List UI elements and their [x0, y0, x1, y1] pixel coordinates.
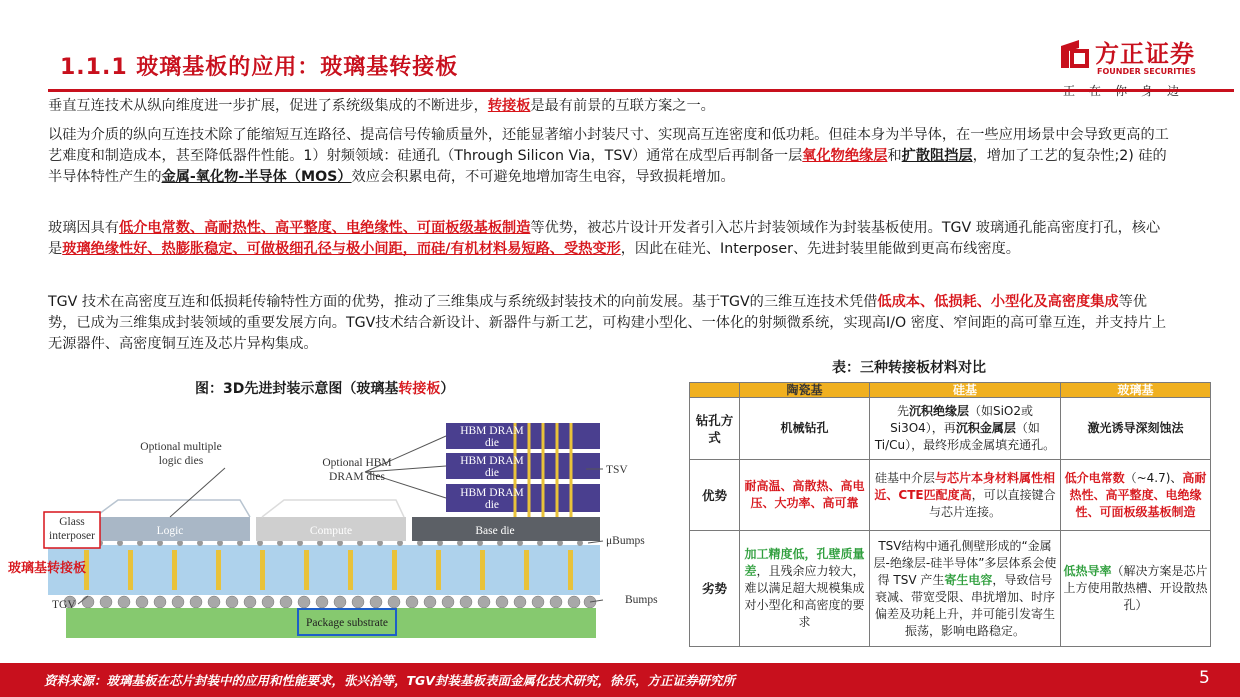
row-label-drilling: 钻孔方式 [690, 398, 740, 460]
optional-compute-outline [262, 500, 404, 517]
footer-bar [0, 663, 1240, 697]
cell-glass-drilling: 激光诱导深刻蚀法 [1061, 398, 1211, 460]
label-optional-logic: Optional multiple logic dies [140, 441, 222, 467]
paragraph-intro: 垂直互连技术从纵向维度进一步扩展，促进了系统级集成的不断进步，转接板是最有前景的互联方案之一。 [48, 98, 715, 114]
table-header-silicon: 硅基 [870, 383, 1061, 398]
footer-source: 资料来源：玻璃基板在芯片封装中的应用和性能要求，张兴治等，TGV封装基板表面金属化技术研究，徐乐，方正证券研究所 [44, 673, 735, 688]
label-compute: Compute [309, 525, 353, 537]
row-label-disadvantage: 劣势 [690, 531, 740, 647]
label-package-substrate: Package substrate [305, 617, 389, 629]
page-number: 5 [1199, 668, 1210, 688]
brand-name-en: FOUNDER SECURITIES [1097, 67, 1196, 76]
cell-ceramic-advantage: 耐高温、高散热、高电压、大功率、高可靠 [740, 460, 870, 531]
row-label-advantage: 优势 [690, 460, 740, 531]
cell-glass-disadvantage: 低热导率（解决方案是芯片上方使用散热槽、开设散热孔） [1061, 531, 1211, 647]
label-hbm-2: HBM DRAM die [460, 455, 524, 479]
label-glass-interposer-cn: 玻璃基转接板 [8, 561, 87, 576]
cell-glass-advantage: 低介电常数（~4.7)、高耐热性、高平整度、电绝缘性、可面板级基板制造 [1061, 460, 1211, 531]
table-row [690, 398, 1211, 460]
cell-silicon-drilling: 先沉积绝缘层（如SiO2或Si3O4），再沉积金属层（如Ti/Cu），最终形成金属填充通孔。 [870, 398, 1061, 460]
table-row [690, 531, 1211, 647]
label-optional-hbm: Optional HBM DRAM dies [322, 457, 392, 483]
label-hbm-1: HBM DRAM die [460, 425, 524, 449]
label-logic: Logic [156, 525, 184, 537]
label-ubumps: μBumps [606, 535, 645, 547]
solder-bumps [64, 596, 596, 608]
label-base-die: Base die [475, 525, 515, 537]
figure-title: 图：3D先进封装示意图（玻璃基转接板） [195, 381, 455, 397]
paragraph-glass: 玻璃因具有低介电常数、高耐热性、高平整度、电绝缘性、可面板级基板制造等优势，被芯片设计开发者引入芯片封装领域作为封装基板使用。TGV 玻璃通孔能高密度打孔，核心是玻璃绝缘性好、热膨胀稳定、可做极细孔径与极小间距，而硅/有机材料易短路、受热变形，因此在硅光、Interposer、先进封装里能做到更高布线密度。 [48, 220, 1161, 257]
founder-logo-icon [1057, 36, 1093, 72]
comparison-table [689, 382, 1211, 647]
page-title: 1.1.1 玻璃基板的应用：玻璃基转接板 [60, 55, 459, 80]
table-header-ceramic: 陶瓷基 [740, 383, 870, 398]
label-tgv: TGV [52, 599, 76, 611]
cell-ceramic-disadvantage: 加工精度低，孔壁质量差，且残余应力较大，难以满足超大规模集成对小型化和高密度的要求 [740, 531, 870, 647]
label-bumps: Bumps [625, 594, 658, 606]
table-row [690, 460, 1211, 531]
paragraph-tgv: TGV 技术在高密度互连和低损耗传输特性方面的优势，推动了三维集成与系统级封装技术的向前发展。基于TGV的三维互连技术凭借低成本、低损耗、小型化及高密度集成等优势，已成为三维集成封装领域的重要发展方向。TGV技术结合新设计、新器件与新工艺，可构建小型化、一体化的射频微系统，实现高I/O 密度、窄间距的高可靠互连，并支持片上无源器件、高密度铜互连及芯片异构集成。 [48, 294, 1167, 352]
paragraph-silicon: 以硅为介质的纵向互连技术除了能缩短互连路径、提高信号传输质量外，还能显著缩小封装尺寸、实现高互连密度和低功耗。但硅本身为半导体，在一些应用场景中会导致更高的工艺难度和制造成本，甚至降低器件性能。1）射频领域：硅通孔（Through Silicon Via，TSV）通常在成型后再制备一层氧化物绝缘层和扩散阻挡层，增加了工艺的复杂性;2) 硅的半导体特性产生的金属-氧化物-半导体（MOS）效应会积累电荷，不可避免地增加寄生电容，导致损耗增加。 [48, 127, 1169, 185]
table-header-row [690, 383, 1211, 398]
label-hbm-3: HBM DRAM die [460, 487, 524, 511]
cell-silicon-advantage: 硅基中介层与芯片本身材料属性相近、CTE匹配度高，可以直接键合与芯片连接。 [870, 460, 1061, 531]
label-tsv: TSV [606, 464, 628, 476]
brand-name-cn: 方正证券 [1095, 40, 1195, 68]
table-header-glass: 玻璃基 [1061, 383, 1211, 398]
title-rule [48, 89, 1234, 92]
cell-silicon-disadvantage: TSV结构中通孔侧壁形成的“金属层-绝缘层-硅半导体”多层体系会使得 TSV 产生寄生电容，导致信号衰减、带宽受限、串扰增加、时序偏差及功耗上升，并可能引发寄生振荡，影响电路稳定。 [870, 531, 1061, 647]
cell-ceramic-drilling: 机械钻孔 [740, 398, 870, 460]
table-header-empty [690, 383, 740, 398]
table-title: 表：三种转接板材料对比 [832, 360, 986, 376]
label-glass-interposer: Glass interposer [49, 516, 95, 542]
packaging-diagram [0, 400, 680, 655]
